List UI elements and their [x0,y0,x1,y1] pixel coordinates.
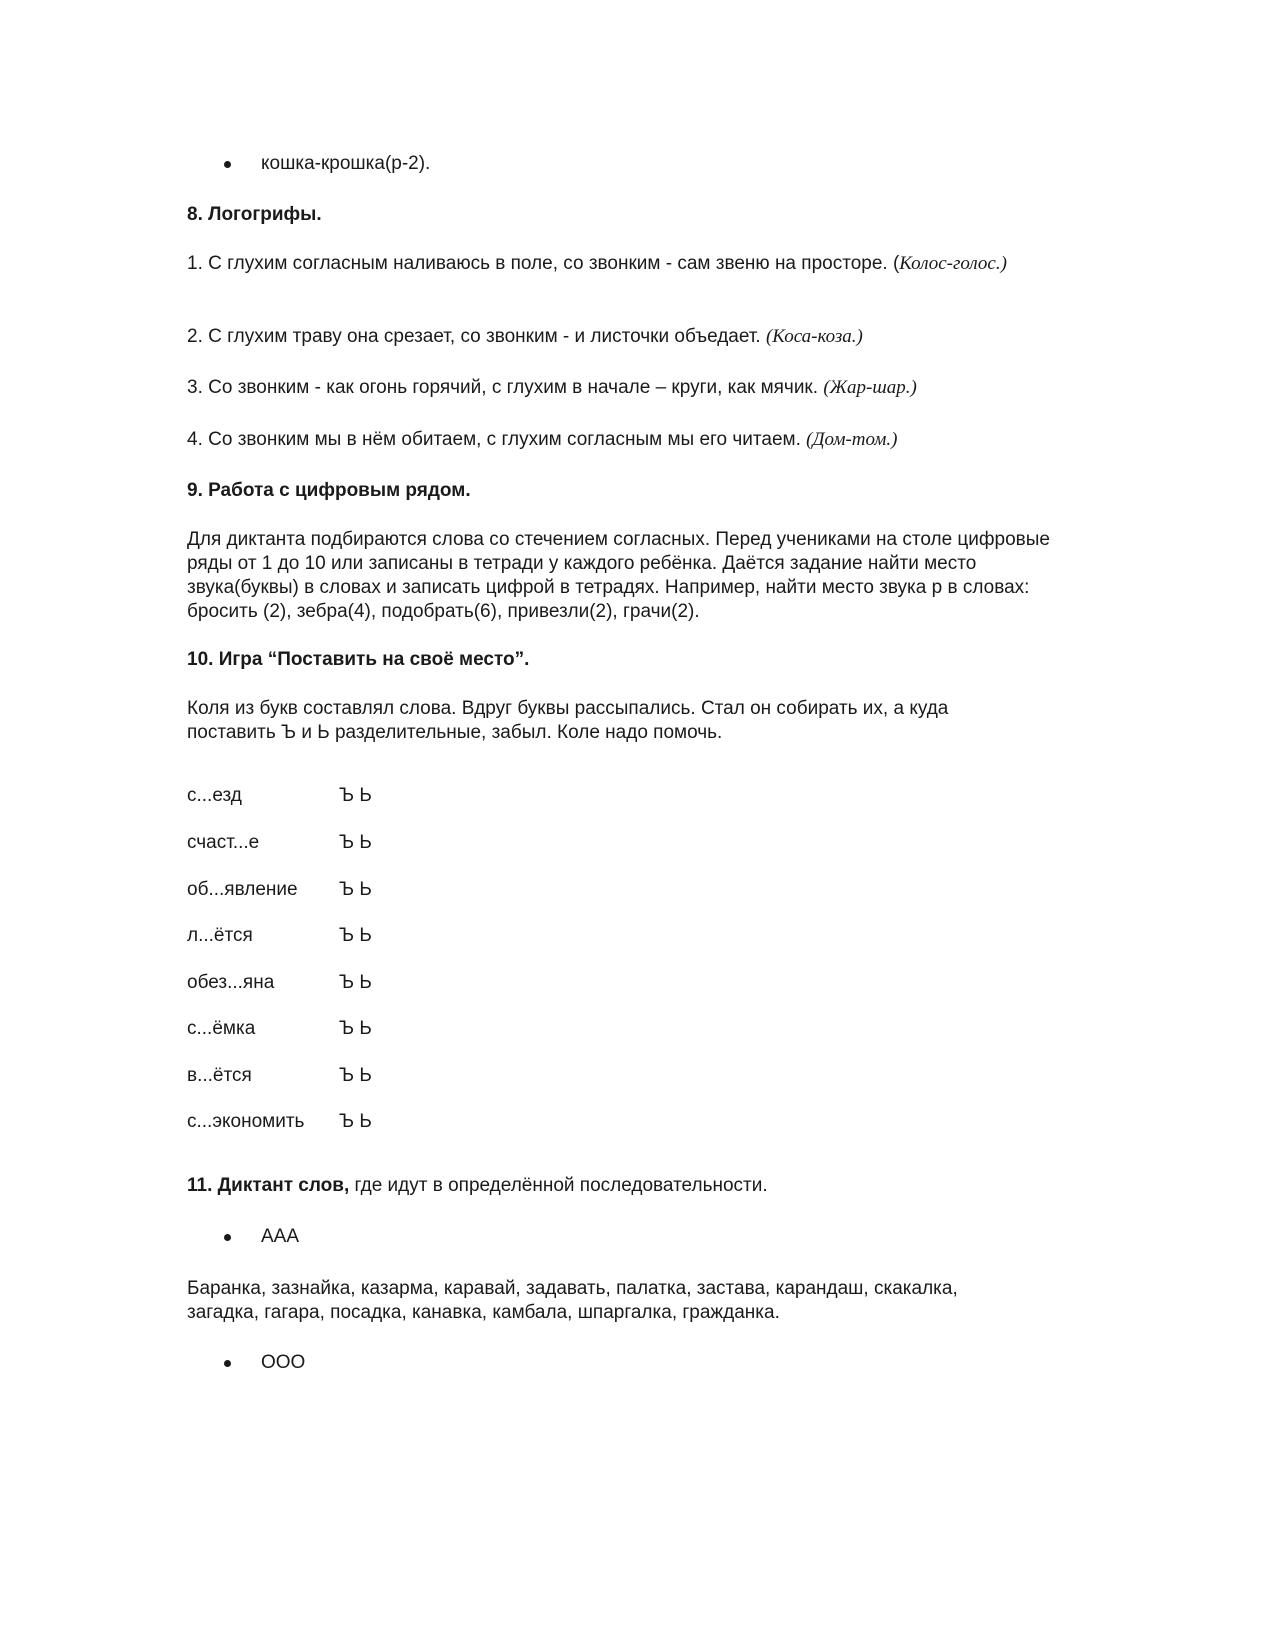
word-row [187,1064,372,1088]
bullet-text: кошка-крошка(р-2). [261,153,431,174]
word-gap: об...явление [187,879,298,900]
bullet-dot-icon [224,161,231,168]
riddle-1-answer: Колос-голос.) [899,253,1007,274]
bullet-text: ААА [261,1226,300,1247]
riddle-3-text: 3. Со звонким - как огонь горячий, с глухим в начале – круги, как мячик. [187,377,824,398]
word-gap: с...езд [187,785,242,806]
letter-choices: Ъ Ь [339,1018,372,1039]
riddle-3-answer: (Жар-шар.) [823,377,917,398]
word-gap: л...ётся [187,925,253,946]
section9-title: 9. Работа с цифровым рядом. [187,480,471,501]
letter-choices: Ъ Ь [339,1111,372,1132]
riddle-1 [187,252,1007,276]
word-row [187,924,372,948]
bullet-item [224,1351,305,1375]
riddle-2 [187,325,1087,349]
riddle-4-answer: (Дом-том.) [806,429,898,450]
word-gap: в...ётся [187,1065,252,1086]
section9-body: Для диктанта подбираются слова со стечением согласных. Перед учениками на столе цифровые ряды от 1 до 10 или записаны в тетради у каждого ребёнка. Даётся задание найти место звука(буквы) в словах и записать цифрой в тетрадях. Например, найти место звука р в словах: бросить (2), зебра(4), подобрать(6), привезли(2), грачи(2). [187,529,1050,622]
riddle-3 [187,376,1087,400]
letter-choices: Ъ Ь [339,832,372,853]
bullet-dot-icon [224,1234,231,1241]
letter-choices: Ъ Ь [339,1065,372,1086]
section10-body: Коля из букв составлял слова. Вдруг буквы рассыпались. Стал он собирать их, а куда поставить Ъ и Ь разделительные, забыл. Коле надо помочь. [187,698,949,743]
riddle-1-text: 1. С глухим согласным наливаюсь в поле, со звонким - сам звеню на просторе. ( [187,253,900,274]
bullet-dot-icon [224,1360,231,1367]
word-row [187,878,372,902]
bullet-item [224,1225,299,1249]
letter-choices: Ъ Ь [339,879,372,900]
section11-title-bold: 11. Диктант слов, [187,1175,350,1196]
section11-aaa-body: Баранка, зазнайка, казарма, каравай, задавать, палатка, застава, карандаш, скакалка, загадка, гагара, посадка, канавка, камбала, шпаргалка, гражданка. [187,1278,958,1323]
word-row [187,784,372,808]
section11-title [187,1174,1087,1198]
riddle-4-text: 4. Со звонким мы в нём обитаем, с глухим согласным мы его читаем. [187,429,807,450]
word-gap: с...экономить [187,1111,305,1132]
letter-choices: Ъ Ь [339,972,372,993]
riddle-2-text: 2. С глухим траву она срезает, со звонким - и листочки объедает. [187,326,766,347]
letter-choices: Ъ Ь [339,785,372,806]
bullet-item [224,152,430,176]
word-row [187,1017,372,1041]
section11-title-rest: где идут в определённой последовательности. [349,1175,768,1196]
letter-choices: Ъ Ь [339,925,372,946]
riddle-2-answer: (Коса-коза.) [765,326,863,347]
word-row [187,971,372,995]
word-gap: с...ёмка [187,1018,256,1039]
word-gap: счаст...е [187,832,260,853]
section8-title: 8. Логогрифы. [187,204,322,225]
section10-title: 10. Игра “Поставить на своё место”. [187,649,530,670]
bullet-text: ООО [261,1352,306,1373]
word-gap: обез...яна [187,972,275,993]
riddle-4 [187,428,1087,452]
word-row [187,831,372,855]
word-row [187,1110,372,1134]
